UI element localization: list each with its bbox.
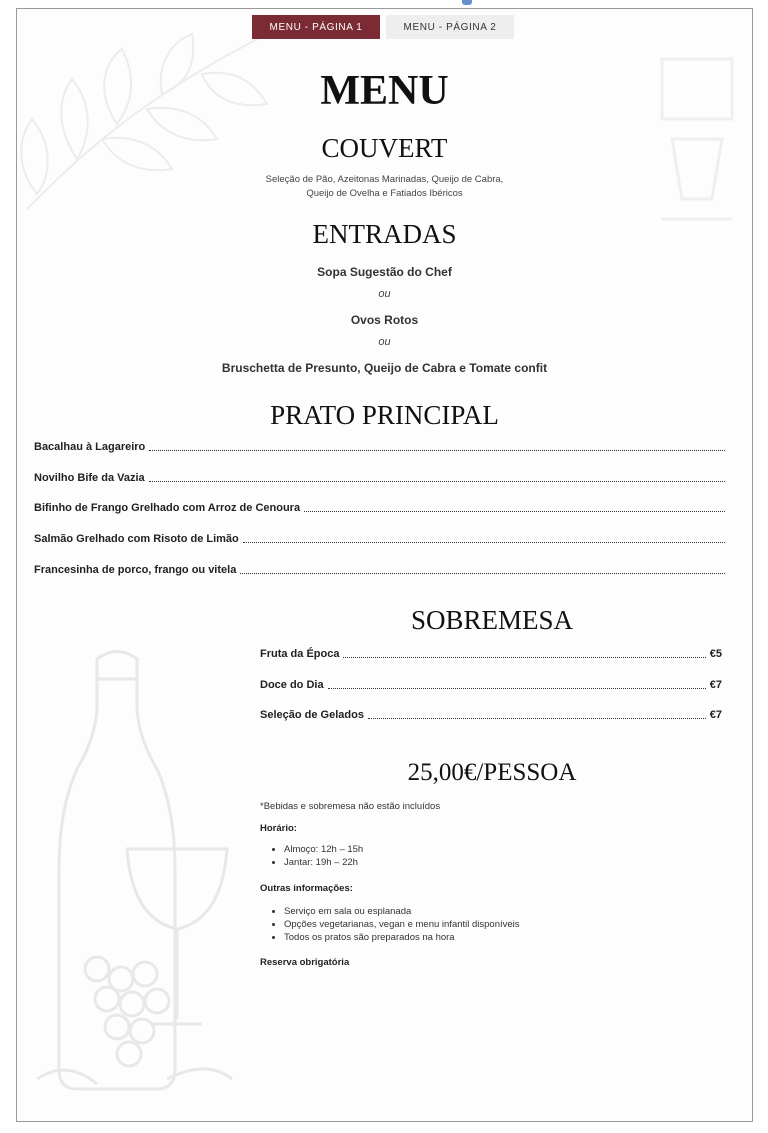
entradas-heading: ENTRADAS	[312, 219, 457, 249]
outras-item-1: • Serviço em sala ou esplanada	[284, 905, 520, 918]
page-title: MENU	[320, 68, 449, 114]
sobremesa-item-price: €7	[709, 709, 722, 721]
note-text: *Bebidas e sobremesa não estão incluídos	[260, 801, 441, 812]
sobremesa-item-name: Doce do Dia	[260, 679, 324, 691]
sobremesa-item-price: €5	[709, 648, 722, 660]
price-per-person-heading: 25,00€/PESSOA	[407, 759, 577, 786]
prato-item-name: Bacalhau à Lagareiro	[34, 441, 146, 453]
outras-item-3: • Todos os pratos são preparados na hora	[284, 931, 520, 944]
scroll-indicator	[462, 0, 472, 5]
tab-menu-pagina-2[interactable]: MENU - PÁGINA 2	[386, 15, 514, 39]
couvert-description-line-1: Seleção de Pão, Azeitonas Marinadas, Queijo de Cabra,	[265, 174, 504, 185]
outras-item-2: • Opções vegetarianas, vegan e menu infantil disponíveis	[284, 918, 520, 931]
sobremesa-item-3	[260, 709, 722, 721]
sobremesa-item-price: €7	[709, 679, 722, 691]
reserva-text: Reserva obrigatória	[260, 957, 350, 968]
menu-page	[16, 8, 753, 1122]
entrada-item-3: Bruschetta de Presunto, Queijo de Cabra e Tomate confit	[221, 361, 548, 375]
prato-item-name: Salmão Grelhado com Risoto de Limão	[34, 533, 239, 545]
prato-item-name: Francesinha de porco, frango ou vitela	[34, 564, 237, 576]
prato-item-5	[34, 564, 729, 576]
page-tabs	[252, 15, 514, 39]
sobremesa-item-1	[260, 648, 722, 660]
couvert-description-line-2: Queijo de Ovelha e Fatiados Ibéricos	[306, 188, 463, 199]
entrada-separator-2: ou	[378, 336, 391, 348]
prato-principal-heading: PRATO PRINCIPAL	[270, 400, 499, 430]
entrada-item-1: Sopa Sugestão do Chef	[317, 265, 452, 279]
prato-item-3	[34, 502, 729, 514]
horario-item-almoco: • Almoço: 12h – 15h	[284, 843, 363, 856]
prato-item-name: Novilho Bife da Vazia	[34, 472, 145, 484]
horario-label: Horário:	[260, 823, 297, 834]
sobremesa-heading: SOBREMESA	[410, 605, 574, 635]
sobremesa-item-name: Seleção de Gelados	[260, 709, 364, 721]
prato-item-2	[34, 472, 729, 484]
entrada-item-2: Ovos Rotos	[350, 313, 419, 327]
outras-informacoes-list	[260, 905, 520, 944]
horario-list	[260, 843, 363, 869]
couvert-heading: COUVERT	[321, 133, 448, 163]
sobremesa-item-name: Fruta da Época	[260, 648, 340, 660]
entrada-separator-1: ou	[378, 288, 391, 300]
horario-item-jantar: • Jantar: 19h – 22h	[284, 856, 363, 869]
outras-informacoes-label: Outras informações:	[260, 883, 353, 894]
tab-menu-pagina-1[interactable]: MENU - PÁGINA 1	[252, 15, 380, 39]
sobremesa-item-2	[260, 679, 722, 691]
prato-item-1	[34, 441, 729, 453]
prato-item-name: Bifinho de Frango Grelhado com Arroz de Cenoura	[34, 502, 301, 514]
wine-bottle-decoration-icon	[17, 639, 247, 1109]
prato-item-4	[34, 533, 729, 545]
